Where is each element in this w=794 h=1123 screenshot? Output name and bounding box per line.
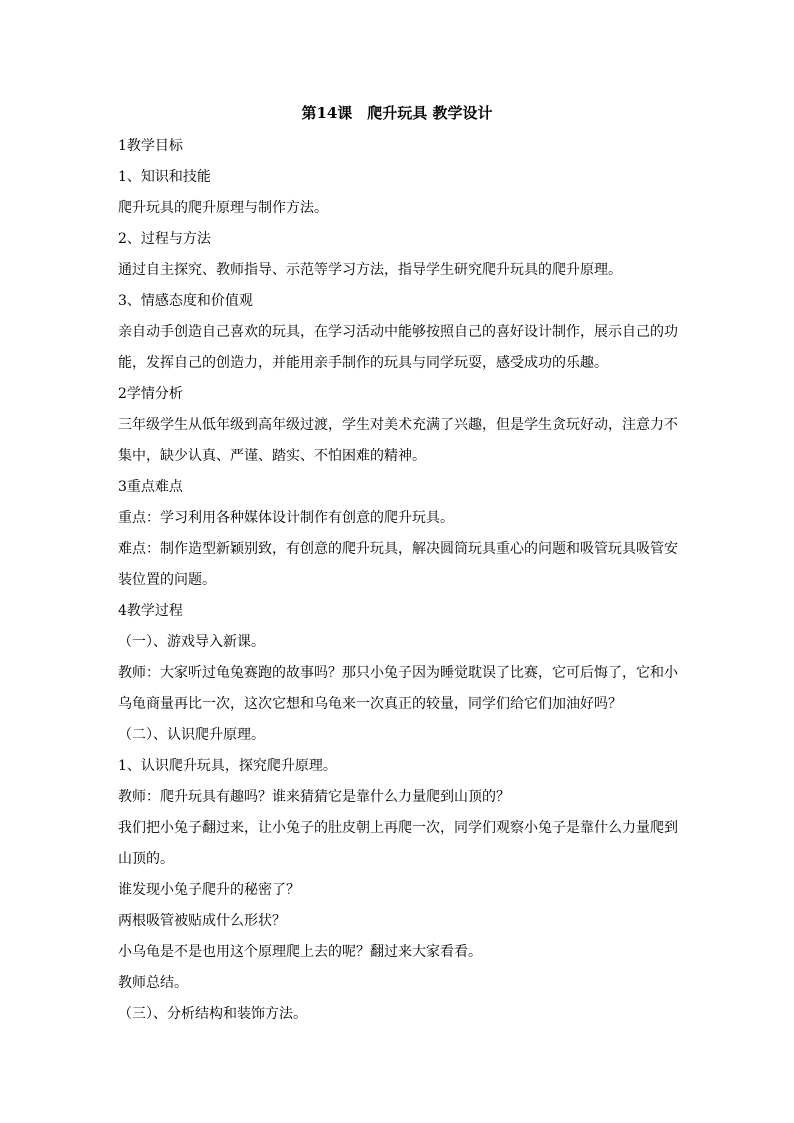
document-line: 1、知识和技能: [118, 169, 211, 185]
document-line: 1教学目标: [118, 138, 183, 154]
document-line: 教师：大家听过龟兔赛跑的故事吗？那只小兔子因为睡觉耽误了比赛，它可后悔了，它和小: [118, 665, 678, 681]
document-line: 两根吸管被贴成什么形状？: [118, 913, 286, 929]
document-line: 集中，缺少认真、严谨、踏实、不怕困难的精神。: [118, 448, 426, 464]
document-line: 难点：制作造型新颖别致，有创意的爬升玩具，解决圆筒玩具重心的问题和吸管玩具吸管安: [118, 541, 678, 557]
document-line: 装位置的问题。: [118, 572, 216, 588]
document-line: 2、过程与方法: [118, 231, 211, 247]
document-line: 三年级学生从低年级到高年级过渡，学生对美术充满了兴趣，但是学生贪玩好动，注意力不: [118, 417, 678, 433]
document-line: 重点：学习利用各种媒体设计制作有创意的爬升玩具。: [118, 510, 454, 526]
document-line: 教师：爬升玩具有趣吗？谁来猜猜它是靠什么力量爬到山顶的？: [118, 789, 510, 805]
document-line: 3重点难点: [118, 479, 183, 495]
document-line: 小乌龟是不是也用这个原理爬上去的呢？翻过来大家看看。: [118, 944, 482, 960]
document-line: 山顶的。: [118, 851, 174, 867]
document-line: 乌龟商量再比一次，这次它想和乌龟来一次真正的较量，同学们给它们加油好吗？: [118, 696, 622, 712]
document-line: 我们把小兔子翻过来，让小兔子的肚皮朝上再爬一次，同学们观察小兔子是靠什么力量爬到: [118, 820, 678, 836]
document-line: （三）、分析结构和装饰方法。: [118, 1006, 307, 1022]
document-line: 谁发现小兔子爬升的秘密了？: [118, 882, 300, 898]
document-line: 通过自主探究、教师指导、示范等学习方法，指导学生研究爬升玩具的爬升原理。: [118, 262, 622, 278]
document-line: 爬升玩具的爬升原理与制作方法。: [118, 200, 328, 216]
document-line: 1、认识爬升玩具，探究爬升原理。: [118, 758, 337, 774]
document-line: 亲自动手创造自己喜欢的玩具，在学习活动中能够按照自己的喜好设计制作，展示自己的功: [118, 324, 678, 340]
document-line: 2学情分析: [118, 386, 183, 402]
page-title: 第14课 爬升玩具 教学设计: [301, 104, 493, 122]
document-line: 4教学过程: [118, 603, 183, 619]
document-body: [118, 131, 678, 1030]
document-line: （一）、游戏导入新课。: [118, 634, 265, 650]
document-line: 能，发挥自己的创造力，并能用亲手制作的玩具与同学玩耍，感受成功的乐趣。: [118, 355, 608, 371]
document-line: （二）、认识爬升原理。: [118, 727, 265, 743]
document-line: 3、情感态度和价值观: [118, 293, 253, 309]
document-line: 教师总结。: [118, 975, 188, 991]
